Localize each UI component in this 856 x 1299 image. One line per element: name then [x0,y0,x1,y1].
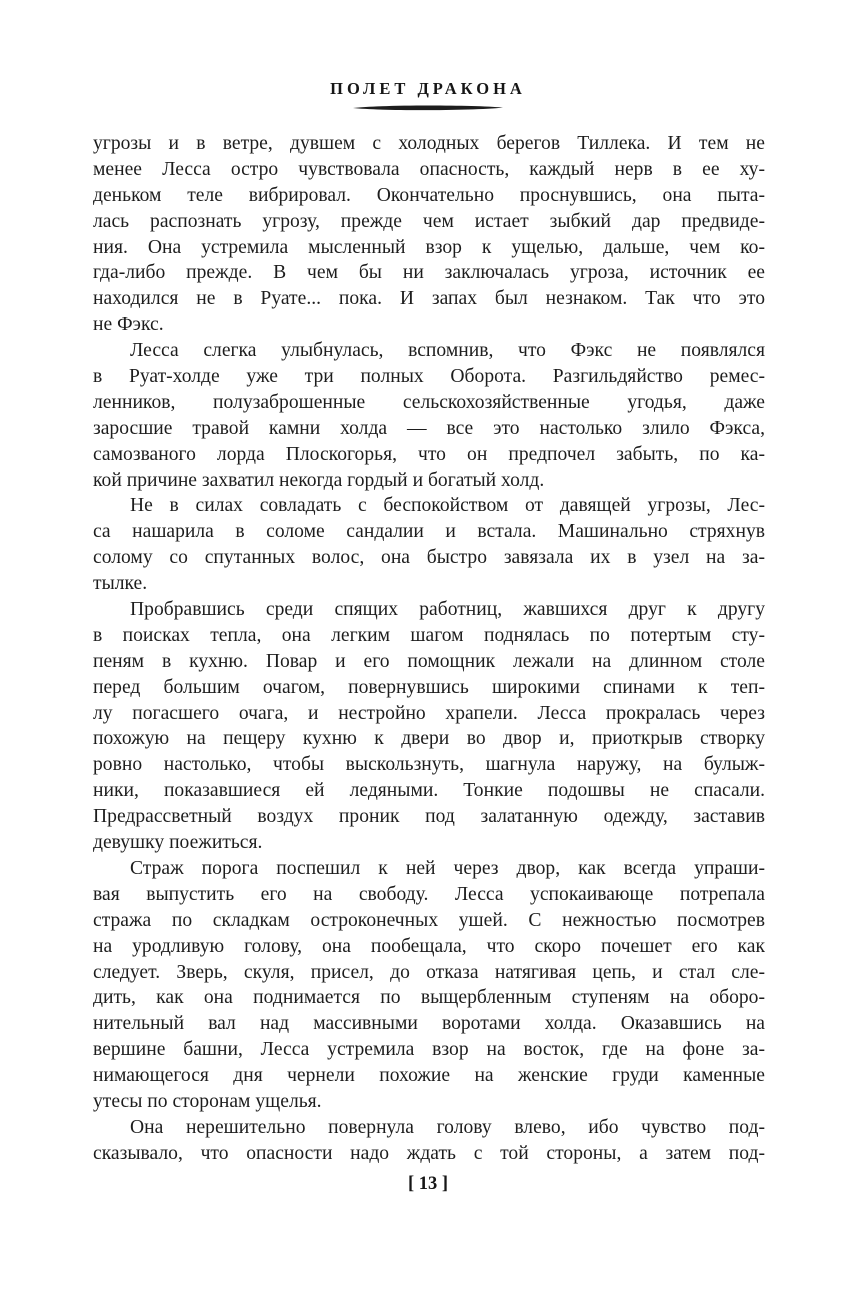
text-line: ния. Она устремила мысленный взор к ущелью, дальше, чем ко- [93,236,765,258]
text-line: дить, как она поднимается по выщербленным ступеням на оборо- [93,987,765,1009]
text-line: не Фэкс. [93,314,164,336]
text-line: ники, показавшиеся ей ледяными. Тонкие подошвы не спасали. [93,780,765,802]
text-line: перед большим очагом, повернувшись широкими спинами к теп- [93,676,765,698]
text-line: менее Лесса остро чувствовала опасность, каждый нерв в ее ху- [93,158,765,180]
text-line: угрозы и в ветре, дувшем с холодных берегов Тиллека. И тем не [93,133,765,154]
text-line: гда-либо прежде. В чем бы ни заключалась угроза, источник ее [93,262,765,284]
text-line: са нашарила в соломе сандалии и встала. Машинально стряхнув [93,521,765,543]
text-line: в Руат-холде уже три полных Оборота. Разгильдяйство ремес- [93,366,765,388]
paragraph [93,1115,765,1167]
text-body [93,131,765,1167]
paragraph [93,856,765,1115]
paragraph [93,338,765,493]
text-line: тылке. [93,573,148,595]
text-line: нимающегося дня чернели похожие на женские груди каменные [93,1065,765,1087]
text-line: ровно настолько, чтобы выскользнуть, шагнула наружу, на булыж- [93,754,765,776]
running-head: ПОЛЕТ ДРАКОНА [330,79,526,98]
paragraph [93,597,765,856]
text-line: Не в силах совладать с беспокойством от давящей угрозы, Лес- [130,495,765,517]
text-line: кой причине захватил некогда гордый и богатый холд. [93,469,545,491]
text-line: солому со спутанных волос, она быстро завязала их в узел на за- [93,547,765,569]
paragraph [93,493,765,597]
text-line: пеням в кухню. Повар и его помощник лежали на длинном столе [93,650,765,672]
text-line: Она нерешительно повернула голову влево, ибо чувство под- [130,1116,765,1138]
text-line: стража по складкам остроконечных ушей. С нежностью посмотрев [93,909,765,931]
text-line: заросшие травой камни холда — все это настолько злило Фэкса, [93,417,765,439]
text-line: на уродливую голову, она пообещала, что скоро почешет его как [93,935,765,957]
text-line: Пробравшись среди спящих работниц, жавшихся друг к другу [130,599,765,621]
text-line: лу погасшего очага, и нестройно храпели. Лесса прокралась через [93,702,765,724]
page-number: [ 13 ] [407,1174,449,1194]
text-line: Лесса слегка улыбнулась, вспомнив, что Фэкс не появлялся [130,340,765,362]
text-line: деньком теле вибрировал. Окончательно проснувшись, она пыта- [93,184,765,206]
text-line: Предрассветный воздух проник под залатанную одежду, заставив [93,806,765,828]
text-line: девушку поежиться. [93,832,263,854]
text-line: находился не в Руате... пока. И запах был незнаком. Так что это [93,288,765,310]
text-line: Страж порога поспешил к ней через двор, как всегда упраши- [130,857,765,879]
text-line: похожую на пещеру кухню к двери во двор и, приоткрыв створку [93,728,765,750]
text-line: следует. Зверь, скуля, присел, до отказа натягивая цепь, и стал сле- [93,961,765,983]
text-line: ленников, полузаброшенные сельскохозяйственные угодья, даже [93,391,765,413]
text-line: лась распознать угрозу, прежде чем истает зыбкий дар предвиде- [93,210,765,232]
paragraph [93,131,765,338]
text-line: самозваного лорда Плоскогорья, что он предпочел забыть, по ка- [93,443,765,465]
text-line: вая выпустить его на свободу. Лесса успокаивающе потрепала [93,883,765,905]
ornament-divider [0,104,856,112]
text-line: утесы по сторонам ущелья. [93,1090,322,1112]
text-line: в поисках тепла, она легким шагом поднялась по потертым сту- [93,624,765,646]
text-line: нительный вал над массивными воротами холда. Оказавшись на [93,1013,765,1035]
tapered-rule-icon [353,104,503,112]
text-line: вершине башни, Лесса устремила взор на восток, где на фоне за- [93,1039,765,1061]
text-line: сказывало, что опасности надо ждать с той стороны, а затем под- [93,1142,765,1164]
